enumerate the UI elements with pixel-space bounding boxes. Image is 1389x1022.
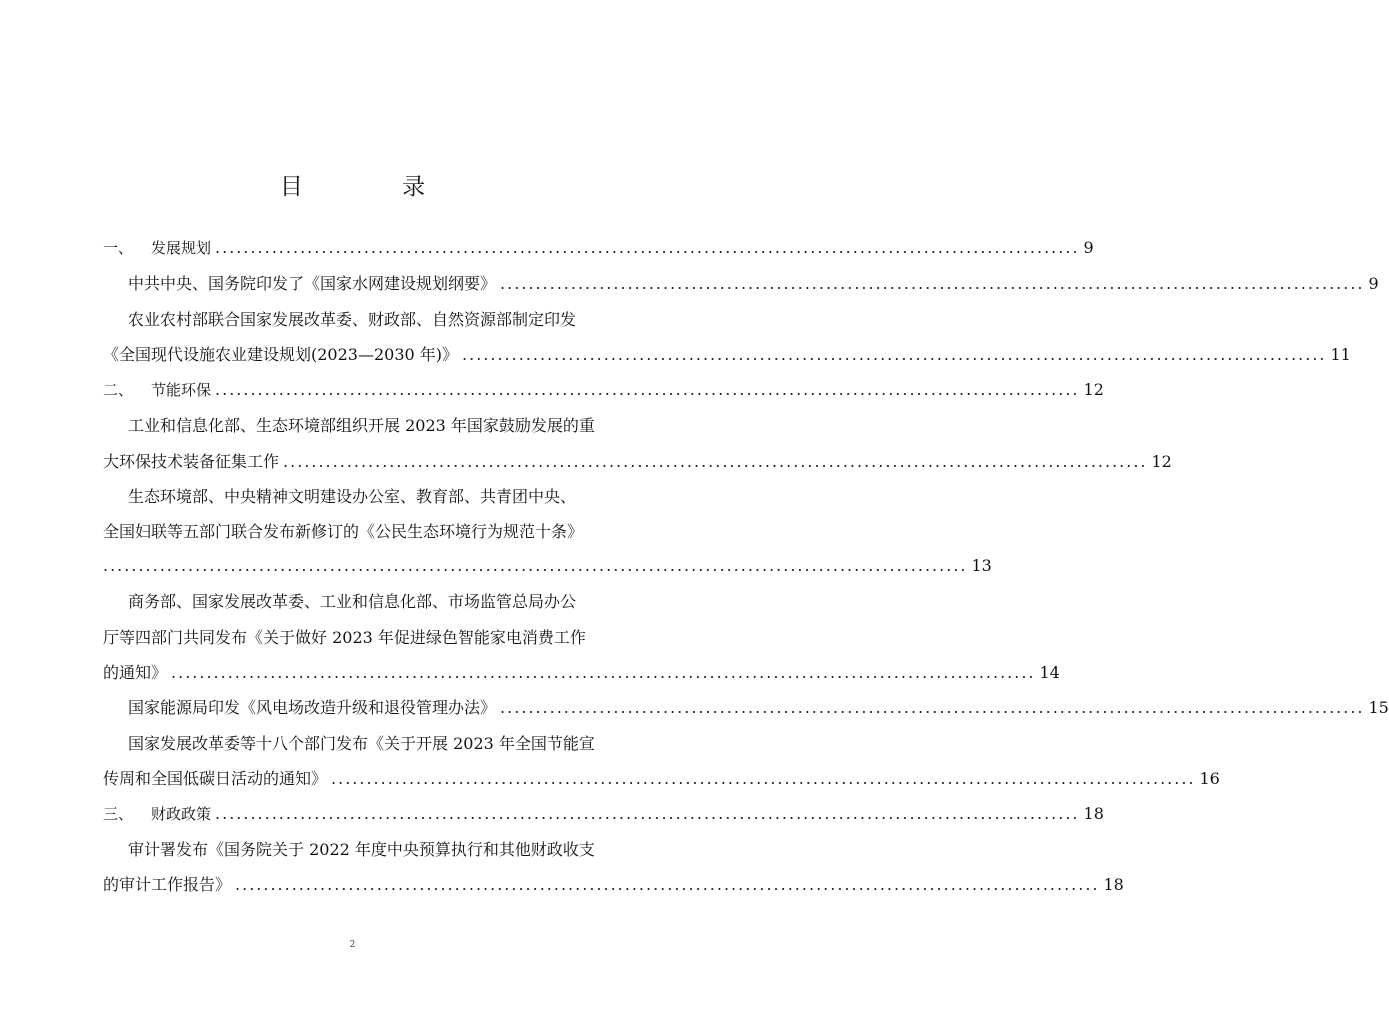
- dot-leader: ..........................................................................................................................: [500, 274, 1365, 293]
- page-ref: 18: [1083, 804, 1104, 823]
- toc-item-text: 国家能源局印发《风电场改造升级和退役管理办法》: [128, 698, 497, 717]
- toc-item-text: 的审计工作报告》: [103, 875, 232, 894]
- page-ref: 9: [1083, 238, 1094, 257]
- dot-leader: ..........................................................................................................................: [500, 698, 1365, 717]
- dot-leader: ..........................................................................................................................: [283, 452, 1148, 471]
- toc-item-text[interactable]: 厅等四部门共同发布《关于做好 2023 年促进绿色智能家电消费工作: [103, 628, 586, 647]
- section-number: 一、: [103, 239, 134, 257]
- section-number: 二、: [103, 381, 134, 399]
- section-label: 财政政策: [151, 805, 212, 823]
- page-ref: 12: [1151, 452, 1172, 471]
- toc-item[interactable]: [103, 450, 1172, 474]
- dot-leader: ..........................................................................................................................: [462, 345, 1327, 364]
- toc-item[interactable]: [103, 554, 992, 578]
- dot-leader: ..........................................................................................................................: [331, 769, 1196, 788]
- page-ref: 13: [971, 556, 992, 575]
- toc-section[interactable]: [103, 378, 1104, 402]
- section-number: 三、: [103, 805, 134, 823]
- toc-item-text[interactable]: 工业和信息化部、生态环境部组织开展 2023 年国家鼓励发展的重: [128, 416, 595, 435]
- toc-item[interactable]: [103, 767, 1220, 791]
- section-label: 发展规划: [151, 239, 212, 257]
- page-ref: 18: [1103, 875, 1124, 894]
- page-ref: 14: [1039, 663, 1060, 682]
- toc-item-text: 传周和全国低碳日活动的通知》: [103, 769, 328, 788]
- toc-item-text: 大环保技术装备征集工作: [103, 452, 280, 471]
- toc-item-text[interactable]: 审计署发布《国务院关于 2022 年度中央预算执行和其他财政收支: [128, 840, 595, 859]
- toc-item-text: 《全国现代设施农业建设规划(2023—2030 年)》: [103, 345, 459, 364]
- toc-item[interactable]: [128, 272, 1379, 296]
- section-label: 节能环保: [151, 381, 212, 399]
- toc-item[interactable]: [128, 696, 1389, 720]
- toc-item-text[interactable]: 全国妇联等五部门联合发布新修订的《公民生态环境行为规范十条》: [103, 522, 584, 541]
- page-ref: 11: [1330, 345, 1351, 364]
- dot-leader: ..........................................................................................................................: [103, 556, 968, 575]
- toc-item-text: 的通知》: [103, 663, 168, 682]
- toc-section[interactable]: [103, 236, 1094, 260]
- page-ref: 12: [1083, 380, 1104, 399]
- toc-item[interactable]: [103, 873, 1124, 897]
- dot-leader: ..........................................................................................................................: [215, 238, 1080, 257]
- dot-leader: ..........................................................................................................................: [235, 875, 1100, 894]
- page-ref: 16: [1199, 769, 1220, 788]
- toc-item-text[interactable]: 农业农村部联合国家发展改革委、财政部、自然资源部制定印发: [128, 310, 577, 329]
- page-title: 目 录: [279, 174, 472, 200]
- page-ref: 15: [1368, 698, 1389, 717]
- dot-leader: ..........................................................................................................................: [215, 804, 1080, 823]
- toc-item-text[interactable]: 生态环境部、中央精神文明建设办公室、教育部、共青团中央、: [128, 487, 577, 506]
- toc-item[interactable]: [103, 661, 1060, 685]
- page-ref: 9: [1368, 274, 1379, 293]
- page-number: 2: [349, 940, 356, 950]
- dot-leader: ..........................................................................................................................: [171, 663, 1036, 682]
- toc-item-text[interactable]: 国家发展改革委等十八个部门发布《关于开展 2023 年全国节能宣: [128, 734, 595, 753]
- toc-item-text: 中共中央、国务院印发了《国家水网建设规划纲要》: [128, 274, 497, 293]
- toc-item-text[interactable]: 商务部、国家发展改革委、工业和信息化部、市场监管总局办公: [128, 592, 577, 611]
- toc-item[interactable]: [103, 343, 1351, 367]
- dot-leader: ..........................................................................................................................: [215, 380, 1080, 399]
- toc-section[interactable]: [103, 802, 1104, 826]
